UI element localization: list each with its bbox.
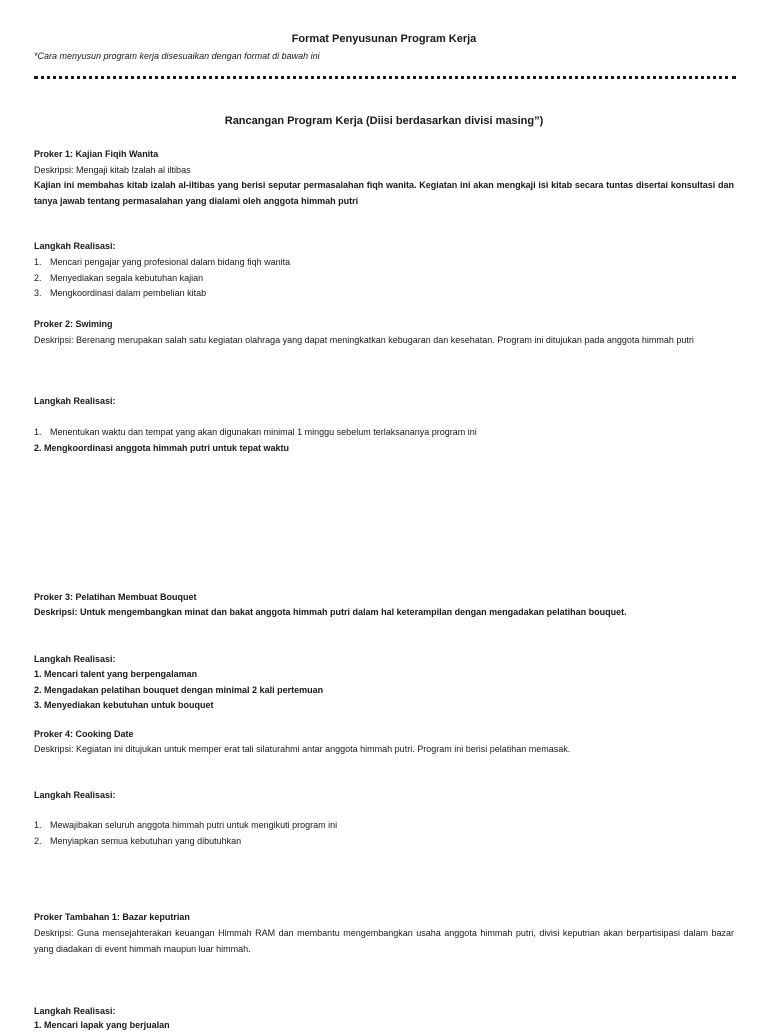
list-number: 1. <box>34 669 42 679</box>
list-item <box>34 818 734 834</box>
list-text: Mewajibakan seluruh anggota himmah putri untuk mengikuti program ini <box>50 820 338 830</box>
list-item <box>34 698 734 714</box>
proker-2-description: Deskripsi: Berenang merupakan salah satu kegiatan olahraga yang dapat meningkatkan kebugaran dan kesehatan. Program ini ditujukan pada anggota himmah putri <box>34 335 694 345</box>
list-number: 1. <box>34 1020 42 1030</box>
proker-3-steps <box>34 667 734 714</box>
proker-1-description: Deskripsi: Mengaji kitab Izalah al iltibas <box>34 165 191 175</box>
list-item <box>34 286 734 302</box>
plan-title: Rancangan Program Kerja (Diisi berdasarkan divisi masing”) <box>224 115 544 127</box>
proker-4-title: Proker 4: Cooking Date <box>34 729 134 739</box>
list-text: Menyediakan kebutuhan untuk bouquet <box>44 700 214 710</box>
proker-4-steps-label: Langkah Realisasi: <box>34 790 116 800</box>
list-item <box>34 1018 734 1034</box>
list-number: 1. <box>34 257 42 267</box>
proker-tambahan-1-description: Deskripsi: Guna mensejahterakan keuangan Himmah RAM dan membantu mengembangkan usaha anggota himmah putri, divisi keputrian akan berpartisipasi dalam bazar yang diadakan di event himmah maupun luar himmah. <box>34 928 734 954</box>
proker-4-description: Deskripsi: Kegiatan ini ditujukan untuk memper erat tali silaturahmi antar anggota himmah putri. Program ini berisi pelatihan memasak. <box>34 744 571 754</box>
list-text: Mencari talent yang berpengalaman <box>44 669 198 679</box>
list-number: 1. <box>34 820 42 830</box>
proker-3-description: Deskripsi: Untuk mengembangkan minat dan bakat anggota himmah putri dalam hal keterampilan dengan mengadakan pelatihan bouquet. <box>34 607 627 617</box>
list-text: Menyediakan segala kebutuhan kajian <box>50 272 204 283</box>
list-item <box>34 441 734 457</box>
list-item <box>34 834 734 850</box>
proker-4-steps <box>34 818 734 849</box>
list-item <box>34 667 734 683</box>
list-text: Mengadakan pelatihan bouquet dengan minimal 2 kali pertemuan <box>44 684 324 695</box>
list-number: 2. <box>34 442 42 453</box>
list-text: Mencari pengajar yang profesional dalam bidang fiqh wanita <box>50 257 291 267</box>
list-number: 2. <box>34 684 42 695</box>
list-text: Menyiapkan semua kebutuhan yang dibutuhkan <box>50 835 242 846</box>
list-item <box>34 425 734 441</box>
proker-2-steps <box>34 425 734 456</box>
dotted-divider <box>34 76 736 79</box>
list-number: 2. <box>34 835 42 846</box>
list-text: Mengkoordinasi dalam pembelian kitab <box>50 288 207 298</box>
list-number: 3. <box>34 288 42 298</box>
proker-2-title: Proker 2: Swiming <box>34 319 113 329</box>
proker-1-title: Proker 1: Kajian Fiqih Wanita <box>34 149 159 159</box>
proker-2-steps-label: Langkah Realisasi: <box>34 396 116 406</box>
proker-1-description-extra: Kajian ini membahas kitab izalah al-iltibas yang berisi seputar permasalahan fiqh wanita. Kegiatan ini akan mengkaji isi kitab secara tuntas disertai konsultasi dan tanya jawab tentang permasalahan yang dialami oleh anggota himmah putri <box>34 180 734 206</box>
list-item <box>34 255 734 271</box>
proker-tambahan-1-title: Proker Tambahan 1: Bazar keputrian <box>34 912 190 922</box>
proker-3-title: Proker 3: Pelatihan Membuat Bouquet <box>34 592 197 602</box>
list-text: Mengkoordinasi anggota himmah putri untuk tepat waktu <box>44 442 290 453</box>
list-item <box>34 271 734 287</box>
proker-1-steps-label: Langkah Realisasi: <box>34 241 116 251</box>
list-text: Menentukan waktu dan tempat yang akan digunakan minimal 1 minggu sebelum terlaksananya program ini <box>50 427 477 437</box>
list-number: 1. <box>34 427 42 437</box>
proker-tambahan-1-steps <box>34 1018 734 1034</box>
proker-tambahan-1-steps-label: Langkah Realisasi: <box>34 1006 116 1016</box>
list-text: Mencari lapak yang berjualan <box>44 1020 170 1030</box>
proker-1-steps <box>34 255 734 302</box>
document-title: Format Penyusunan Program Kerja <box>291 33 477 45</box>
list-item <box>34 683 734 699</box>
proker-3-steps-label: Langkah Realisasi: <box>34 654 116 664</box>
list-number: 3. <box>34 700 42 710</box>
format-note: *Cara menyusun program kerja disesuaikan dengan format di bawah ini <box>34 51 320 61</box>
list-number: 2. <box>34 272 42 283</box>
